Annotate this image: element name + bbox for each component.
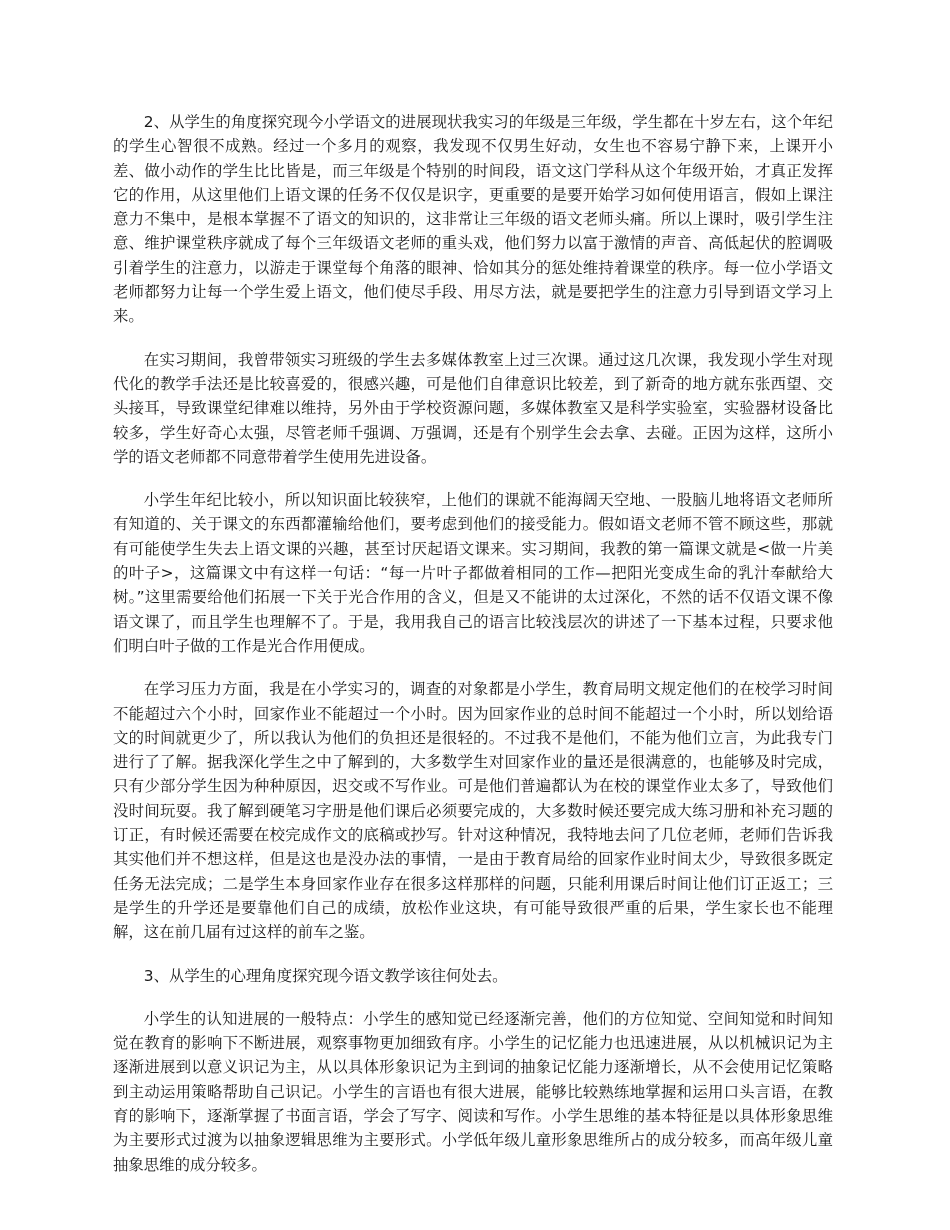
document-body bbox=[113, 110, 833, 1196]
paragraph-knowledge-scope: 小学生年纪比较小，所以知识面比较狭窄，上他们的课就不能海阔天空地、一股脑儿地将语文老师所有知道的、关于课文的东西都灌输给他们，要考虑到他们的接受能力。假如语文老师不管不顾这些，那就有可能使学生失去上语文课的兴趣，甚至讨厌起语文课来。实习期间，我教的第一篇课文就是<做一片美的叶子>，这篇课文中有这样一句话：“每一片叶子都做着相同的工作—把阳光变成生命的乳汁奉献给大树。”这里需要给他们拓展一下关于光合作用的含义，但是又不能讲的太过深化，不然的话不仅语文课不像语文课了，而且学生也理解不了。于是，我用我自己的语言比较浅层次的讲述了一下基本过程，只要求他们明白叶子做的工作是光合作用便成。 bbox=[113, 491, 833, 655]
paragraph-student-perspective: 2、从学生的角度探究现今小学语文的进展现状我实习的年级是三年级，学生都在十岁左右，这个年纪的学生心智很不成熟。经过一个多月的观察，我发现不仅男生好动，女生也不容易宁静下来，上课开小差、做小动作的学生比比皆是，而三年级是个特别的时间段，语文这门学科从这个年级开始，才真正发挥它的作用，从这里他们上语文课的任务不仅仅是识字，更重要的是要开始学习如何使用语言，假如上课注意力不集中，是根本掌握不了语文的知识的，这非常让三年级的语文老师头痛。所以上课时，吸引学生注意、维护课堂秩序就成了每个三年级语文老师的重头戏，他们努力以富于激情的声音、高低起伏的腔调吸引着学生的注意力，以游走于课堂每个角落的眼神、恰如其分的惩处维持着课堂的秩序。每一位小学语文老师都努力让每一个学生爱上语文，他们使尽手段、用尽方法，就是要把学生的注意力引导到语文学习上来。 bbox=[113, 113, 833, 326]
paragraph-cognitive-development: 小学生的认知进展的一般特点：小学生的感知觉已经逐渐完善，他们的方位知觉、空间知觉和时间知觉在教育的影响下不断进展，观察事物更加细致有序。小学生的记忆能力也迅速进展，从以机械识记为主逐渐进展到以意义识记为主，从以具体形象识记为主到词的抽象记忆能力逐渐增长，从不会使用记忆策略到主动运用策略帮助自己识记。小学生的言语也有很大进展，能够比较熟练地掌握和运用口头言语，在教育的影响下，逐渐掌握了书面言语，学会了写字、阅读和写作。小学生思维的基本特征是以具体形象思维为主要形式过渡为以抽象逻辑思维为主要形式。小学低年级儿童形象思维所占的成分较多，而高年级儿童抽象思维的成分较多。 bbox=[113, 1009, 833, 1174]
section-heading-psychology: 3、从学生的心理角度探究现今语文教学该往何处去。 bbox=[143, 966, 508, 985]
paragraph-study-pressure: 在学习压力方面，我是在小学实习的，调查的对象都是小学生，教育局明文规定他们的在校学习时间不能超过六个小时，回家作业不能超过一个小时。因为回家作业的总时间不能超过一个小时，所以划给语文的时间就更少了，所以我认为他们的负担还是很轻的。不过我不是他们，不能为他们立言，为此我专门进行了了解。据我深化学生之中了解到的，大多数学生对回家作业的量还是很满意的，也能够及时完成，只有少部分学生因为种种原因，迟交或不写作业。可是他们普遍都认为在校的课堂作业太多了，导致他们没时间玩耍。我了解到硬笔习字册是他们课后必须要完成的，大多数时候还要完成大练习册和补充习题的订正，有时候还需要在校完成作文的底稿或抄写。针对这种情况，我特地去问了几位老师，老师们告诉我其实他们并不想这样，但是这也是没办法的事情，一是由于教育局给的回家作业时间太少，导致很多既定任务无法完成；二是学生本身回家作业存在很多这样那样的问题，只能利用课后时间让他们订正返工；三是学生的升学还是要靠他们自己的成绩，放松作业这块，有可能导致很严重的后果，学生家长也不能理解，这在前几届有过这样的前车之鉴。 bbox=[113, 680, 833, 942]
paragraph-multimedia-classroom: 在实习期间，我曾带领实习班级的学生去多媒体教室上过三次课。通过这几次课，我发现小学生对现代化的教学手法还是比较喜爱的，很感兴趣，可是他们自律意识比较差，到了新奇的地方就东张西望、交头接耳，导致课堂纪律难以维持，另外由于学校资源问题，多媒体教室又是科学实验室，实验器材设备比较多，学生好奇心太强，尽管老师千强调、万强调，还是有个别学生会去拿、去碰。正因为这样，这所小学的语文老师都不同意带着学生使用先进设备。 bbox=[113, 350, 833, 466]
